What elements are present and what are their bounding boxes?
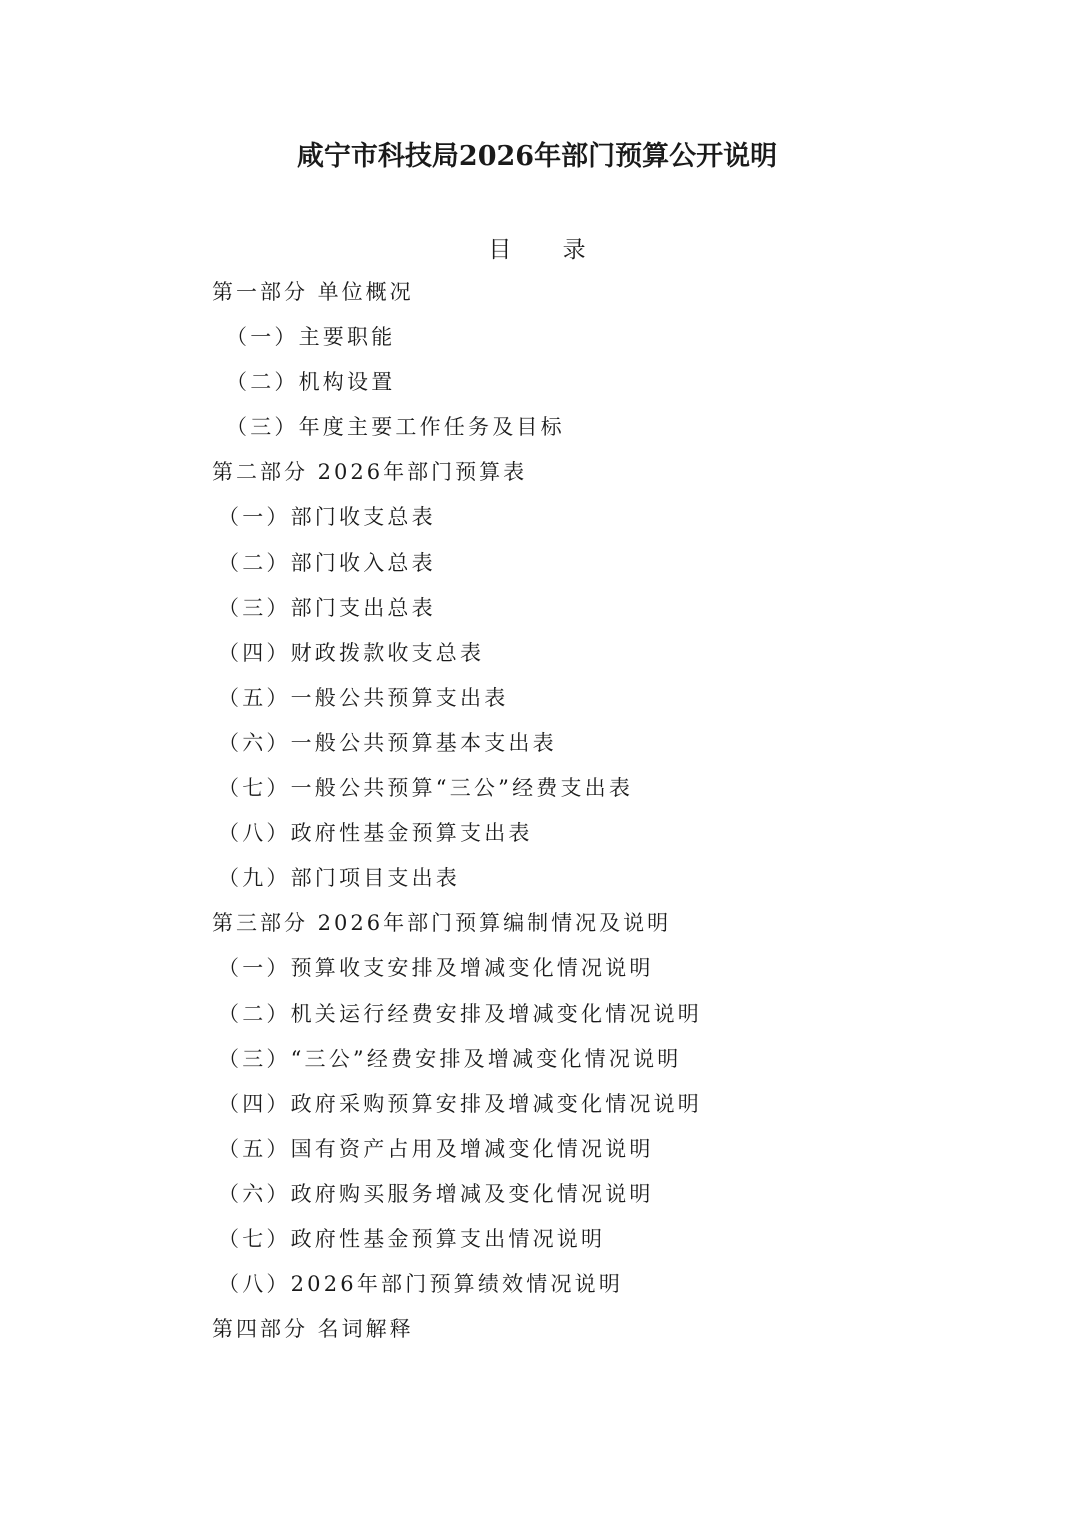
- toc-item: （三）年度主要工作任务及目标: [226, 415, 565, 440]
- toc-item: （八）政府性基金预算支出表: [218, 821, 533, 846]
- table-of-contents: [212, 270, 1012, 1352]
- toc-item: （三）“三公”经费安排及增减变化情况说明: [218, 1046, 682, 1071]
- toc-item: （一）预算收支安排及增减变化情况说明: [218, 956, 654, 981]
- toc-item: （一）部门收支总表: [218, 505, 436, 530]
- toc-part-4: 第四部分 名词解释: [212, 1317, 414, 1342]
- toc-item: （二）部门收入总表: [218, 550, 436, 575]
- toc-part-2: 第二部分 2026年部门预算表: [212, 460, 528, 485]
- toc-item: （五）一般公共预算支出表: [218, 685, 509, 710]
- toc-heading: 目 录: [488, 237, 608, 263]
- toc-item: （六）政府购买服务增减及变化情况说明: [218, 1181, 654, 1206]
- toc-item: （九）部门项目支出表: [218, 866, 460, 891]
- toc-item: （四）政府采购预算安排及增减变化情况说明: [218, 1091, 702, 1116]
- toc-part-3: 第三部分 2026年部门预算编制情况及说明: [212, 911, 672, 936]
- toc-item: （八）2026年部门预算绩效情况说明: [218, 1272, 624, 1297]
- toc-item: （七）政府性基金预算支出情况说明: [218, 1226, 606, 1251]
- toc-item: （五）国有资产占用及增减变化情况说明: [218, 1136, 654, 1161]
- toc-item: （三）部门支出总表: [218, 595, 436, 620]
- toc-part-1: 第一部分 单位概况: [212, 280, 414, 304]
- toc-item: （四）财政拨款收支总表: [218, 640, 485, 665]
- toc-item: （二）机构设置: [226, 370, 396, 395]
- toc-item: （七）一般公共预算“三公”经费支出表: [218, 776, 634, 801]
- toc-item: （一）主要职能: [226, 325, 396, 350]
- toc-item: （六）一般公共预算基本支出表: [218, 730, 557, 755]
- toc-item: （二）机关运行经费安排及增减变化情况说明: [218, 1001, 702, 1026]
- document-title: 咸宁市科技局2026年部门预算公开说明: [296, 141, 778, 172]
